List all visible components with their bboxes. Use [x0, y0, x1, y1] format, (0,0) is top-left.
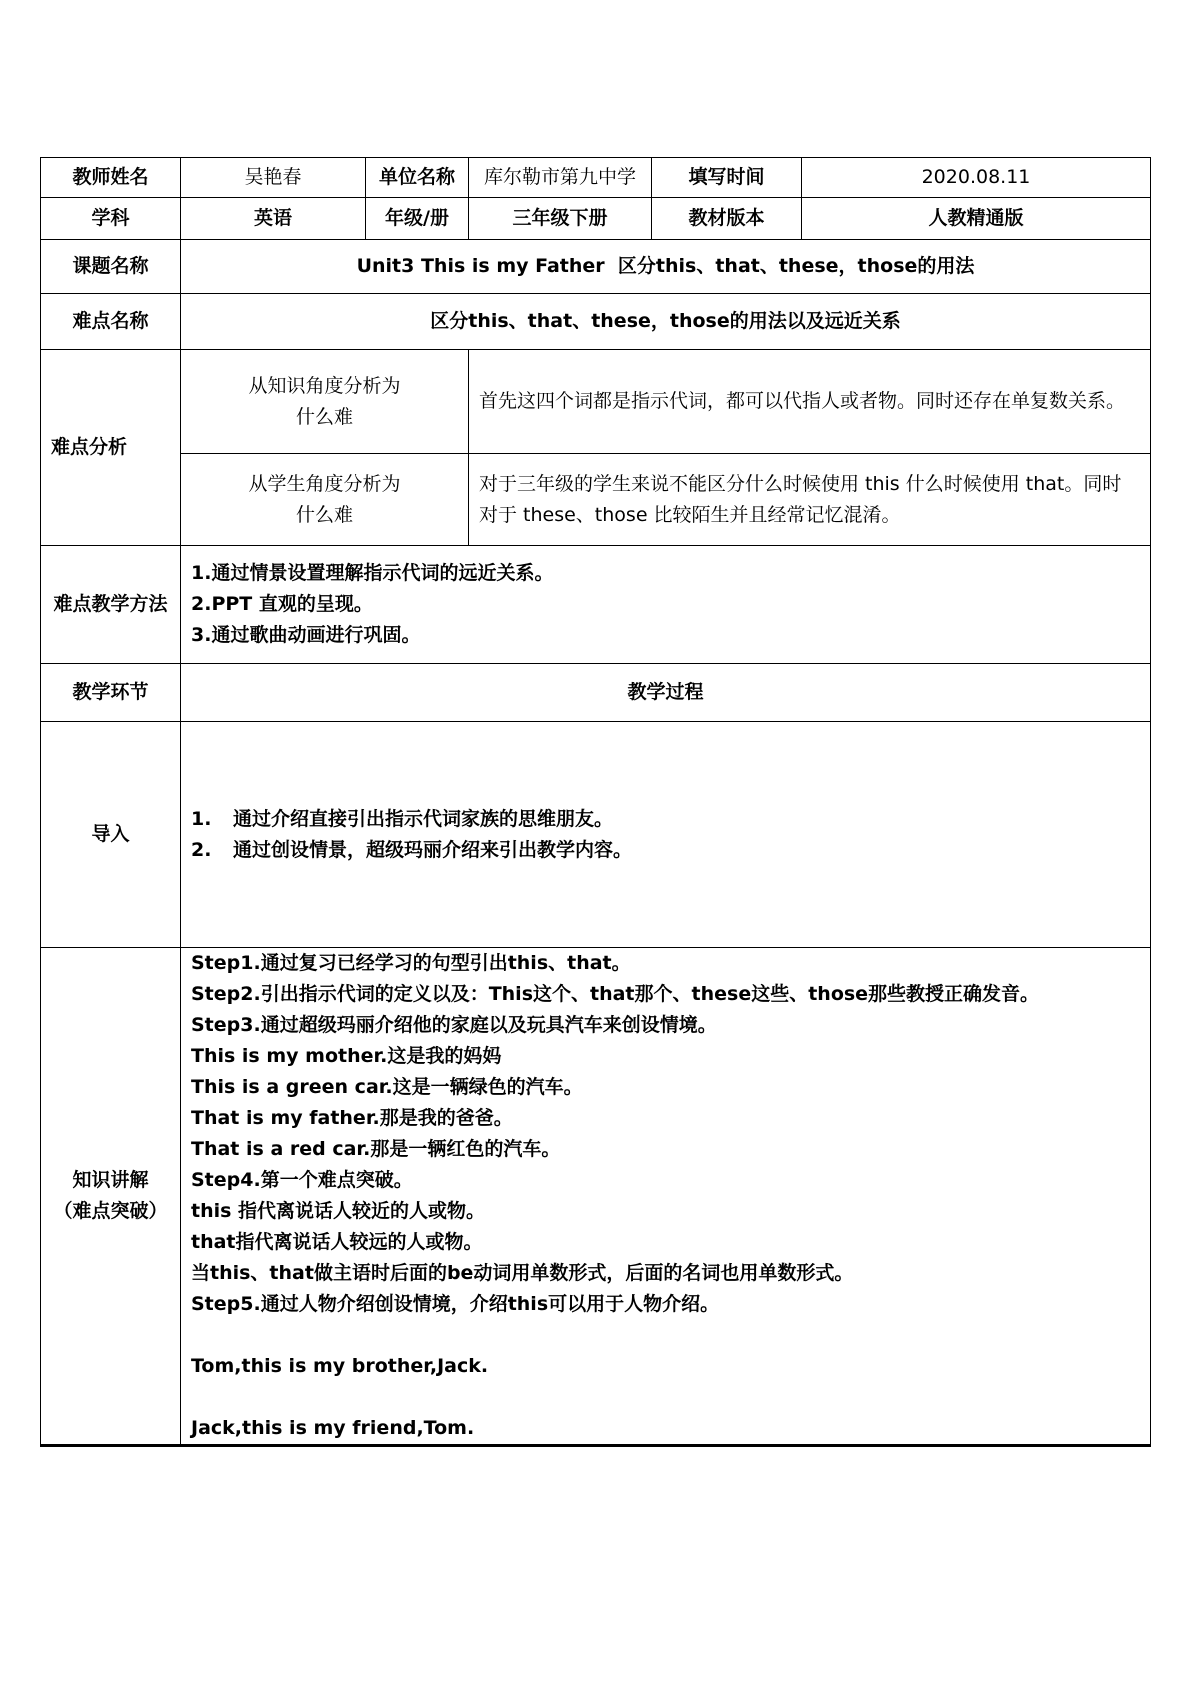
explain-line: this 指代离说话人较近的人或物。: [191, 1200, 486, 1222]
explain-line: 当this、that做主语时后面的be动词用单数形式，后面的名词也用单数形式。: [191, 1262, 854, 1284]
topic-row: [41, 240, 1151, 294]
knowledge-angle-line-1: 从知识角度分析为: [248, 374, 401, 397]
explain-line: That is my father.那是我的爸爸。: [191, 1107, 513, 1129]
methods-row: [41, 546, 1151, 664]
header-row-1: [41, 158, 1151, 198]
explain-blank-line: [191, 1320, 1140, 1351]
explain-line: Step3.通过超级玛丽介绍他的家庭以及玩具汽车来创设情境。: [191, 1014, 717, 1036]
grade-label: 年级/册: [366, 198, 469, 240]
explain-line: Step4.第一个难点突破。: [191, 1169, 413, 1191]
method-item: 1.通过情景设置理解指示代词的远近关系。: [191, 562, 554, 584]
teacher-name: 吴艳春: [181, 158, 366, 198]
methods-list: [181, 546, 1151, 664]
explain-line: Step2.引出指示代词的定义以及：This这个、that那个、these这些、those那些教授正确发音。: [191, 983, 1040, 1005]
process-title: 教学过程: [181, 664, 1151, 722]
process-header-row: [41, 664, 1151, 722]
intro-item: [191, 804, 1140, 835]
intro-label: 导入: [41, 722, 181, 948]
analysis-label: 难点分析: [41, 350, 181, 546]
explain-content: [181, 948, 1151, 1446]
intro-row: [41, 722, 1151, 948]
grade-value: 三年级下册: [469, 198, 652, 240]
edition-label: 教材版本: [652, 198, 802, 240]
explain-line: That is a red car.那是一辆红色的汽车。: [191, 1138, 561, 1160]
explain-line: This is my mother.这是我的妈妈: [191, 1045, 502, 1067]
lesson-plan-table: [40, 157, 1151, 1447]
intro-item-text: 通过介绍直接引出指示代词家族的思维朋友。: [233, 807, 614, 830]
process-stage-label: 教学环节: [41, 664, 181, 722]
topic-label: 课题名称: [41, 240, 181, 294]
explain-label: [41, 948, 181, 1446]
student-angle-label: [181, 454, 469, 546]
topic-value: Unit3 This is my Father 区分this、that、these，those的用法: [181, 240, 1151, 294]
unit-name: 库尔勒市第九中学: [469, 158, 652, 198]
explain-row: [41, 948, 1151, 1446]
intro-item: [191, 835, 1140, 866]
knowledge-angle-label: [181, 350, 469, 454]
intro-item-text: 通过创设情景，超级玛丽介绍来引出教学内容。: [233, 838, 633, 861]
subject-value: 英语: [181, 198, 366, 240]
student-angle-text: 对于三年级的学生来说不能区分什么时候使用 this 什么时候使用 that。同时对于 these、those 比较陌生并且经常记忆混淆。: [469, 454, 1151, 546]
explain-line: Jack,this is my friend,Tom.: [191, 1417, 475, 1439]
teacher-label: 教师姓名: [41, 158, 181, 198]
analysis-knowledge-row: [41, 350, 1151, 454]
intro-item-number: 2.: [191, 838, 212, 861]
subject-label: 学科: [41, 198, 181, 240]
explain-line: that指代离说话人较远的人或物。: [191, 1231, 483, 1253]
difficulty-label: 难点名称: [41, 294, 181, 350]
analysis-student-row: [41, 454, 1151, 546]
header-row-2: [41, 198, 1151, 240]
methods-label: 难点教学方法: [41, 546, 181, 664]
date-value: 2020.08.11: [802, 158, 1151, 198]
explain-label-line-2: （难点突破）: [53, 1200, 168, 1222]
explain-line: Tom,this is my brother,Jack.: [191, 1355, 489, 1377]
difficulty-row: [41, 294, 1151, 350]
student-angle-line-2: 什么难: [295, 503, 353, 526]
difficulty-value: 区分this、that、these，those的用法以及远近关系: [181, 294, 1151, 350]
explain-blank-line: [191, 1382, 1140, 1413]
method-item: 2.PPT 直观的呈现。: [191, 593, 373, 615]
intro-list: [181, 722, 1151, 948]
explain-line: Step1.通过复习已经学习的句型引出this、that。: [191, 952, 631, 974]
method-item: 3.通过歌曲动画进行巩固。: [191, 624, 421, 646]
edition-value: 人教精通版: [802, 198, 1151, 240]
explain-line: Step5.通过人物介绍创设情境，介绍this可以用于人物介绍。: [191, 1293, 720, 1315]
intro-item-number: 1.: [191, 807, 212, 830]
knowledge-angle-text: 首先这四个词都是指示代词，都可以代指人或者物。同时还存在单复数关系。: [469, 350, 1151, 454]
date-label: 填写时间: [652, 158, 802, 198]
explain-line: This is a green car.这是一辆绿色的汽车。: [191, 1076, 583, 1098]
knowledge-angle-line-2: 什么难: [295, 405, 353, 428]
student-angle-line-1: 从学生角度分析为: [248, 472, 401, 495]
unit-label: 单位名称: [366, 158, 469, 198]
explain-label-line-1: 知识讲解: [72, 1169, 149, 1191]
